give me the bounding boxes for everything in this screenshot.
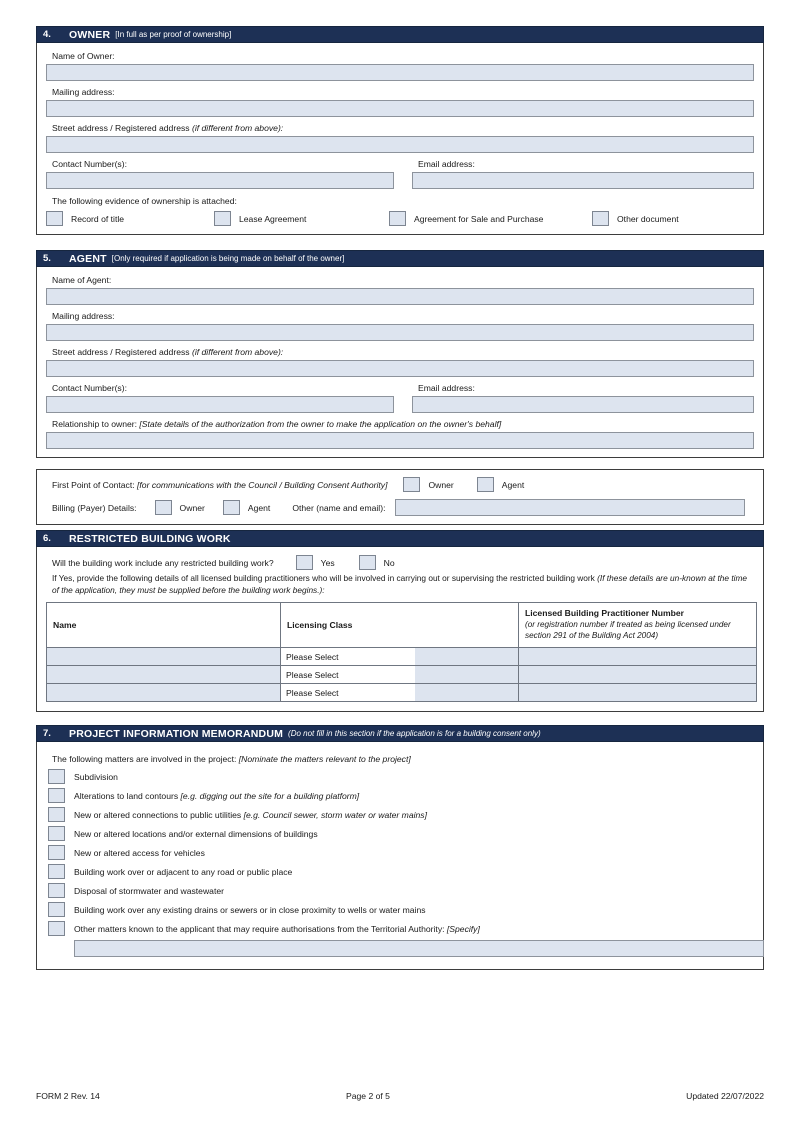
table-row bbox=[47, 666, 757, 684]
lbp-row-3-class-cell bbox=[281, 684, 519, 702]
owner-name-input[interactable] bbox=[46, 64, 754, 81]
pim-item-road-public-place[interactable] bbox=[48, 864, 754, 879]
pim-body-box bbox=[36, 742, 764, 970]
owner-street-field bbox=[46, 122, 754, 153]
footer-updated-date: Updated 22/07/2022 bbox=[686, 1091, 764, 1101]
pim-item-subdivision[interactable] bbox=[48, 769, 754, 784]
owner-street-label-note: (if different from above): bbox=[191, 123, 284, 133]
billing-details-row bbox=[46, 499, 754, 516]
lbp-table-header-row bbox=[47, 603, 757, 648]
lbp-header-number-sub: (or registration number if treated as being licensed under section 291 of the Building Act 2004) bbox=[525, 620, 731, 640]
lbp-row-2-class-cell bbox=[281, 666, 519, 684]
pim-intro-plain: The following matters are involved in the project: bbox=[52, 754, 239, 764]
label-agreement-sale-purchase: Agreement for Sale and Purchase bbox=[414, 213, 544, 224]
label-other-document: Other document bbox=[617, 213, 679, 224]
pim-intro bbox=[52, 754, 754, 764]
lbp-row-3-number-input[interactable] bbox=[519, 684, 757, 702]
label-land-contours-note: [e.g. digging out the site for a building platform] bbox=[180, 790, 360, 801]
first-point-of-contact-label-text: First Point of Contact: bbox=[52, 479, 138, 490]
label-stormwater-disposal-text: Disposal of stormwater and wastewater bbox=[74, 885, 224, 896]
checkbox-subdivision[interactable] bbox=[48, 769, 65, 784]
agent-contact-label: Contact Number(s): bbox=[52, 383, 127, 393]
label-billing-owner: Owner bbox=[179, 502, 205, 513]
billing-other-label: Other (name and email): bbox=[292, 502, 386, 513]
lbp-header-name: Name bbox=[47, 603, 281, 648]
lbp-header-number bbox=[519, 603, 757, 648]
checkbox-billing-owner[interactable] bbox=[155, 500, 172, 515]
label-other-matters-note: [Specify] bbox=[446, 923, 480, 934]
agent-street-input[interactable] bbox=[46, 360, 754, 377]
section-number-pim: 7. bbox=[43, 728, 51, 739]
owner-evidence-label: The following evidence of ownership is attached: bbox=[52, 196, 237, 206]
label-other-matters bbox=[74, 924, 480, 934]
restricted-note-plain: If Yes, provide the following details of all licensed building practitioners who will be involved in carrying out or supervising the restricted building work bbox=[52, 573, 598, 583]
table-row bbox=[47, 684, 757, 702]
checkbox-drains-sewers[interactable] bbox=[48, 902, 65, 917]
agent-contact-email-row bbox=[46, 382, 754, 413]
pim-item-other-matters[interactable] bbox=[48, 921, 754, 936]
label-subdivision-text: Subdivision bbox=[74, 771, 118, 782]
section-header-owner bbox=[36, 26, 764, 43]
agent-mailing-input[interactable] bbox=[46, 324, 754, 341]
label-restricted-yes: Yes bbox=[320, 557, 335, 568]
agent-relationship-label-note: [State details of the authorization from the owner to make the application on the owner's behalf] bbox=[139, 419, 502, 429]
checkbox-billing-agent[interactable] bbox=[223, 500, 240, 515]
agent-email-field bbox=[412, 382, 754, 413]
pim-item-vehicle-access[interactable] bbox=[48, 845, 754, 860]
pim-item-public-utilities[interactable] bbox=[48, 807, 754, 822]
checkbox-record-of-title[interactable] bbox=[46, 211, 63, 226]
checkbox-agreement-sale-purchase[interactable] bbox=[389, 211, 406, 226]
billing-details-label: Billing (Payer) Details: bbox=[52, 502, 137, 513]
pim-intro-italic: [Nominate the matters relevant to the project] bbox=[238, 754, 411, 764]
section-title-agent: AGENT bbox=[69, 252, 107, 265]
label-record-of-title: Record of title bbox=[71, 213, 125, 224]
checkbox-road-public-place[interactable] bbox=[48, 864, 65, 879]
owner-mailing-field bbox=[46, 86, 754, 117]
checkbox-other-document[interactable] bbox=[592, 211, 609, 226]
checkbox-stormwater-disposal[interactable] bbox=[48, 883, 65, 898]
label-restricted-no: No bbox=[383, 557, 395, 568]
owner-street-label bbox=[52, 122, 754, 134]
lbp-row-3-class-select[interactable]: Please Select bbox=[281, 684, 415, 701]
pim-other-specify-input[interactable] bbox=[74, 940, 764, 957]
agent-relationship-field bbox=[46, 418, 754, 449]
owner-evidence-options bbox=[46, 211, 754, 226]
label-vehicle-access bbox=[74, 848, 205, 858]
checkbox-land-contours[interactable] bbox=[48, 788, 65, 803]
lbp-row-2-number-input[interactable] bbox=[519, 666, 757, 684]
label-public-utilities-note: [e.g. Council sewer, storm water or water mains] bbox=[243, 809, 427, 820]
owner-mailing-label: Mailing address: bbox=[52, 87, 115, 97]
lbp-row-1-class-select[interactable]: Please Select bbox=[281, 648, 415, 665]
footer-page-number: Page 2 of 5 bbox=[345, 1091, 390, 1101]
owner-fields-box bbox=[36, 43, 764, 235]
checkbox-vehicle-access[interactable] bbox=[48, 845, 65, 860]
checkbox-public-utilities[interactable] bbox=[48, 807, 65, 822]
checkbox-first-point-owner[interactable] bbox=[403, 477, 420, 492]
agent-contact-field bbox=[46, 382, 394, 413]
agent-fields-box bbox=[36, 267, 764, 458]
contact-billing-box bbox=[36, 469, 764, 525]
owner-email-label: Email address: bbox=[418, 159, 475, 169]
owner-evidence-other-document[interactable] bbox=[592, 211, 679, 226]
agent-street-label bbox=[52, 346, 754, 358]
section-header-agent bbox=[36, 250, 764, 267]
agent-mailing-field bbox=[46, 310, 754, 341]
agent-contact-input[interactable] bbox=[46, 396, 394, 413]
label-public-utilities-text: New or altered connections to public utilities bbox=[74, 809, 244, 820]
owner-contact-label: Contact Number(s): bbox=[52, 159, 127, 169]
checkbox-restricted-yes[interactable] bbox=[296, 555, 313, 570]
agent-street-label-note: (if different from above): bbox=[191, 347, 284, 357]
owner-contact-input[interactable] bbox=[46, 172, 394, 189]
checkbox-building-dimensions[interactable] bbox=[48, 826, 65, 841]
label-first-point-agent: Agent bbox=[501, 479, 525, 490]
checkbox-restricted-no[interactable] bbox=[359, 555, 376, 570]
restricted-note bbox=[52, 573, 754, 596]
label-stormwater-disposal bbox=[74, 886, 224, 896]
owner-name-field bbox=[46, 50, 754, 81]
label-first-point-owner: Owner bbox=[428, 479, 454, 490]
owner-email-input[interactable] bbox=[412, 172, 754, 189]
owner-evidence-record-of-title[interactable] bbox=[46, 211, 214, 226]
restricted-note-italic: (If these details are un-known at the time of the application, they must be supplied before the building work begins.): bbox=[52, 573, 748, 595]
section-title-pim: PROJECT INFORMATION MEMORANDUM bbox=[69, 727, 284, 740]
first-point-of-contact-label-note: [for communications with the Council / Building Consent Authority] bbox=[137, 479, 388, 490]
owner-mailing-input[interactable] bbox=[46, 100, 754, 117]
checkbox-lease-agreement[interactable] bbox=[214, 211, 231, 226]
checkbox-other-matters[interactable] bbox=[48, 921, 65, 936]
lbp-header-licensing-class: Licensing Class bbox=[281, 603, 519, 648]
restricted-question-label: Will the building work include any restricted building work? bbox=[52, 557, 274, 568]
label-public-utilities bbox=[74, 810, 427, 820]
owner-street-label-text: Street address / Registered address bbox=[52, 123, 192, 133]
footer-form-id: FORM 2 Rev. 14 bbox=[36, 1091, 100, 1101]
checkbox-first-point-agent[interactable] bbox=[477, 477, 494, 492]
owner-evidence-lease-agreement[interactable] bbox=[214, 211, 389, 226]
label-billing-agent: Agent bbox=[247, 502, 271, 513]
owner-street-input[interactable] bbox=[46, 136, 754, 153]
agent-email-input[interactable] bbox=[412, 396, 754, 413]
section-number-owner: 4. bbox=[43, 29, 51, 40]
owner-contact-email-row bbox=[46, 158, 754, 189]
section-header-restricted-building-work bbox=[36, 530, 764, 547]
label-land-contours-text: Alterations to land contours bbox=[74, 790, 181, 801]
section-number-agent: 5. bbox=[43, 253, 51, 264]
table-row bbox=[47, 648, 757, 666]
label-land-contours bbox=[74, 791, 359, 801]
label-road-public-place bbox=[74, 867, 292, 877]
section-header-pim bbox=[36, 725, 764, 742]
label-subdivision bbox=[74, 772, 118, 782]
pim-item-land-contours[interactable] bbox=[48, 788, 754, 803]
label-drains-sewers-text: Building work over any existing drains or sewers or in close proximity to wells or water mains bbox=[74, 904, 426, 915]
section-number-restricted: 6. bbox=[43, 533, 51, 544]
owner-evidence-block bbox=[46, 195, 754, 226]
agent-relationship-label bbox=[52, 418, 754, 430]
agent-relationship-label-text: Relationship to owner: bbox=[52, 419, 140, 429]
section-subtitle-owner: [In full as per proof of ownership] bbox=[115, 30, 232, 39]
label-other-matters-text: Other matters known to the applicant that may require authorisations from the Territorial Authority: bbox=[74, 923, 447, 934]
agent-street-label-text: Street address / Registered address bbox=[52, 347, 192, 357]
lbp-row-1-name-input[interactable] bbox=[47, 648, 281, 666]
page-footer bbox=[0, 1091, 800, 1101]
label-lease-agreement: Lease Agreement bbox=[239, 213, 307, 224]
agent-name-field bbox=[46, 274, 754, 305]
owner-contact-field bbox=[46, 158, 394, 189]
agent-relationship-input[interactable] bbox=[46, 432, 754, 449]
pim-item-stormwater-disposal[interactable] bbox=[48, 883, 754, 898]
lbp-row-1-number-input[interactable] bbox=[519, 648, 757, 666]
section-subtitle-pim: (Do not fill in this section if the application is for a building consent only) bbox=[288, 729, 541, 738]
label-drains-sewers bbox=[74, 905, 426, 915]
pim-item-drains-sewers[interactable] bbox=[48, 902, 754, 917]
agent-name-label: Name of Agent: bbox=[52, 275, 112, 285]
label-vehicle-access-text: New or altered access for vehicles bbox=[74, 847, 205, 858]
billing-other-input[interactable] bbox=[395, 499, 745, 516]
section-subtitle-agent: [Only required if application is being made on behalf of the owner] bbox=[111, 254, 345, 263]
label-building-dimensions bbox=[74, 829, 318, 839]
agent-mailing-label: Mailing address: bbox=[52, 311, 115, 321]
restricted-question-row bbox=[46, 555, 754, 570]
agent-street-field bbox=[46, 346, 754, 377]
pim-item-building-dimensions[interactable] bbox=[48, 826, 754, 841]
section-title-owner: OWNER bbox=[69, 28, 111, 41]
section-title-restricted: RESTRICTED BUILDING WORK bbox=[69, 532, 231, 545]
owner-evidence-sale-and-purchase[interactable] bbox=[389, 211, 592, 226]
agent-name-input[interactable] bbox=[46, 288, 754, 305]
first-point-of-contact-row bbox=[46, 477, 754, 492]
owner-name-label: Name of Owner: bbox=[52, 51, 115, 61]
agent-email-label: Email address: bbox=[418, 383, 475, 393]
label-building-dimensions-text: New or altered locations and/or external dimensions of buildings bbox=[74, 828, 318, 839]
lbp-row-1-class-cell bbox=[281, 648, 519, 666]
lbp-row-3-name-input[interactable] bbox=[47, 684, 281, 702]
lbp-row-2-name-input[interactable] bbox=[47, 666, 281, 684]
label-road-public-place-text: Building work over or adjacent to any road or public place bbox=[74, 866, 293, 877]
lbp-table bbox=[46, 602, 757, 702]
restricted-body-box bbox=[36, 547, 764, 712]
first-point-of-contact-label bbox=[52, 480, 387, 490]
lbp-row-2-class-select[interactable]: Please Select bbox=[281, 666, 415, 683]
lbp-header-number-text: Licensed Building Practitioner Number bbox=[525, 608, 685, 618]
owner-email-field bbox=[412, 158, 754, 189]
